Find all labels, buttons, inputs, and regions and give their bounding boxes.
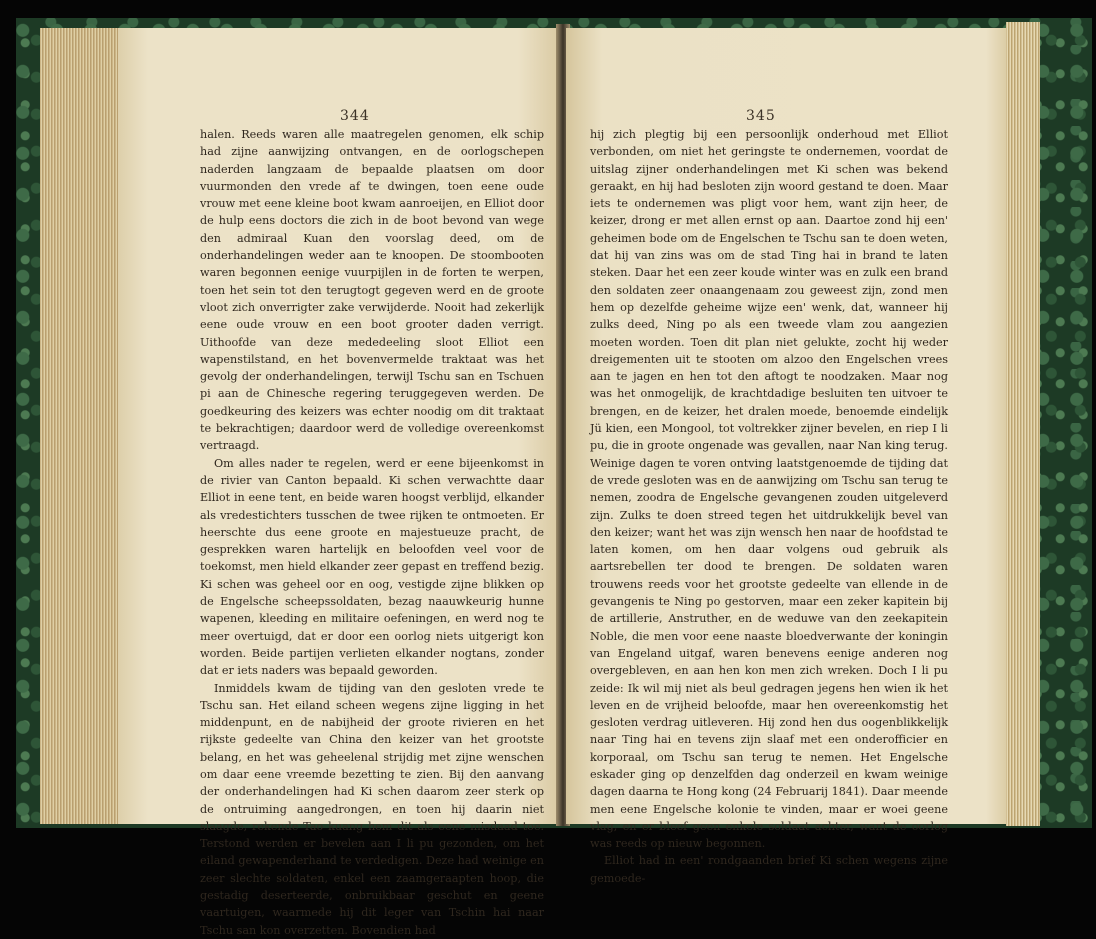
paragraph: halen. Reeds waren alle maatregelen genomen, elk schip had zijne aanwijzing ontvangen, en de oorlogschepen naderden langzaam de bepaalde plaatsen om door vuurmonden den vrede af te dwingen, toen eene oude vrouw met eene kleine boot kwam aanroeijen, en Elliot door de hulp eens doctors die zich in de boot bevond van wege den admiraal Kuan den voorslag deed, om de onderhandelingen weder aan te knoopen. De stoombooten waren begonnen eenige vuurpijlen in de forten te werpen, toen het sein tot den terugtogt gegeven werd en de groote vloot zich onverrigter zake verwijderde. Nooit had zekerlijk eene oude vrouw en een boot grooter daden verrigt. Uithoofde van deze mededeeling sloot Elliot een wapenstilstand, en het bovenvermelde traktaat was het gevolg der onderhandelingen, terwijl Tschu san en Tschuen pi aan de Chinesche regering teruggegeven werden. De goedkeuring des keizers was echter noodig om dit traktaat te bekrachtigen; daardoor werd de volledige overeenkomst vertraagd. [200, 128, 544, 453]
page-number: 344 [340, 108, 370, 124]
page-number: 345 [746, 108, 776, 124]
page-edges-right [1006, 22, 1040, 826]
page-text [590, 126, 948, 887]
paragraph: Elliot had in een' rondgaanden brief Ki schen wegens zijne gemoede- [590, 854, 948, 885]
right-page [566, 28, 1006, 885]
paragraph: hij zich plegtig bij een persoonlijk onderhoud met Elliot verbonden, om niet het geringste te ondernemen, voordat de uitslag zijner onderhandelingen met Ki schen was bekend geraakt, en hij had besloten zijn woord gestand te doen. Maar iets te ondernemen was pligt voor hem, want zijn heer, de keizer, drong er met allen ernst op aan. Daartoe zond hij een' geheimen bode om de Engelschen te Tschu san te doen weten, dat hij van zins was om de stad Ting hai in brand te laten steken. Daar het een zeer koude winter was en zulk een brand den soldaten zeer onaangenaam zou geweest zijn, zond men hem op dezelfde geheime wijze een' wenk, dat, wanneer hij zulks deed, Ning po als een tweede vlam zou aangezien moeten worden. Toen dit plan niet gelukte, zocht hij weder dreigementen uit te stooten om alzoo den Engelschen vrees aan te jagen en hen tot den aftogt te noodzaken. Maar nog was het onmogelijk, de krachtdadige besluiten ten uitvoer te brengen, en de keizer, het dralen moede, benoemde eindelijk Jü kien, een Mongool, tot voltrekker zijner bevelen, en riep I li pu, die in groote ongenade was gevallen, naar Nan king terug. Weinige dagen te voren ontving laatstgenoemde de tijding dat de vrede gesloten was en de aanwijzing om Tschu san terug te nemen, zoodra de Engelsche gevangenen zouden uitgeleverd zijn. Zulks te doen streed tegen het uitdrukkelijk bevel van den keizer; want het was zijn wensch hen naar de hoofdstad te laten komen, om hen daar volgens oud gebruik als aartsrebellen ter dood te brengen. De soldaten waren trouwens reeds voor het grootste gedeelte van ellende in de gevangenis te Ning po gestorven, maar een zeker kapitein bij de artillerie, Anstruther, en de weduwe van den zeekapitein Noble, die men voor eene naaste bloedverwante der koningin van Engeland uitgaf, waren benevens eenige anderen nog overgebleven, en aan hen kon men zich wreken. Doch I li pu zeide: Ik wil mij niet als beul gedragen jegens hen wien ik het leven en de vrijheid beloofde, maar hen overeenkomstig het gesloten verdrag uitleveren. Hij zond hen dus oogenblikkelijk naar Ting hai en tevens zijn slaaf met een onderofficier en korporaal, om Tschu san terug te nemen. Het Engelsche eskader ging op denzelfden dag onderzeil en kwam weinige dagen daarna te Hong kong (24 Februarij 1841). Daar meende men eene Engelsche kolonie te vinden, maar er woei geene vlag, en er bleef geen enkele soldaat achter, want de oorlog was reeds op nieuw begonnen. [590, 128, 948, 851]
paragraph: Om alles nader te regelen, werd er eene bijeenkomst in de rivier van Canton bepaald. Ki schen verwachtte daar Elliot in eene tent, en beide waren hoogst verblijd, elkander als vredestichters tusschen de twee rijken te ontmoeten. Er heerschte dus eene groote en majestueuze pracht, de gesprekken waren hartelijk en beloofden veel voor de toekomst, men hield elkander zeer gepast en treffend bezig. Ki schen was geheel oor en oog, vestigde zijne blikken op de Engelsche scheepssoldaten, bezag naauwkeurig hunne wapenen, kleeding en militaire oefeningen, en werd nog te meer overtuigd, dat er door een oorlog niets uitgerigt kon worden. Beide partijen verlieten elkander nogtans, zonder dat er iets naders was bepaald geworden. [200, 456, 544, 678]
left-page [118, 28, 560, 937]
paragraph: Inmiddels kwam de tijding van den gesloten vrede te Tschu san. Het eiland scheen wegens zijne ligging in het middenpunt, en de nabijheid der groote rivieren en het rijkste gedeelte van China den keizer van het grootste belang, en het was geheelenal strijdig met zijne wenschen om daar eene vreemde bezetting te zien. Bij den aanvang der onderhandelingen had Ki schen daarom zeer sterk op de ontruiming aangedrongen, en toen hij daarin niet slaagde, rekende Tao kuang hem dit als eene misdaad toe. Terstond werden er bevelen aan I li pu gezonden, om het eiland gewapenderhand te verdedigen. Deze had weinige en zeer slechte soldaten, enkel een zaamgeraapten hoop, die gestadig deserteerde, onbruikbaar geschut en geene vaartuigen, waarmede hij dit leger van Tschin hai naar Tschu san kon overzetten. Bovendien had [200, 681, 544, 937]
page-text [200, 126, 544, 939]
page-edges-left [40, 28, 118, 824]
